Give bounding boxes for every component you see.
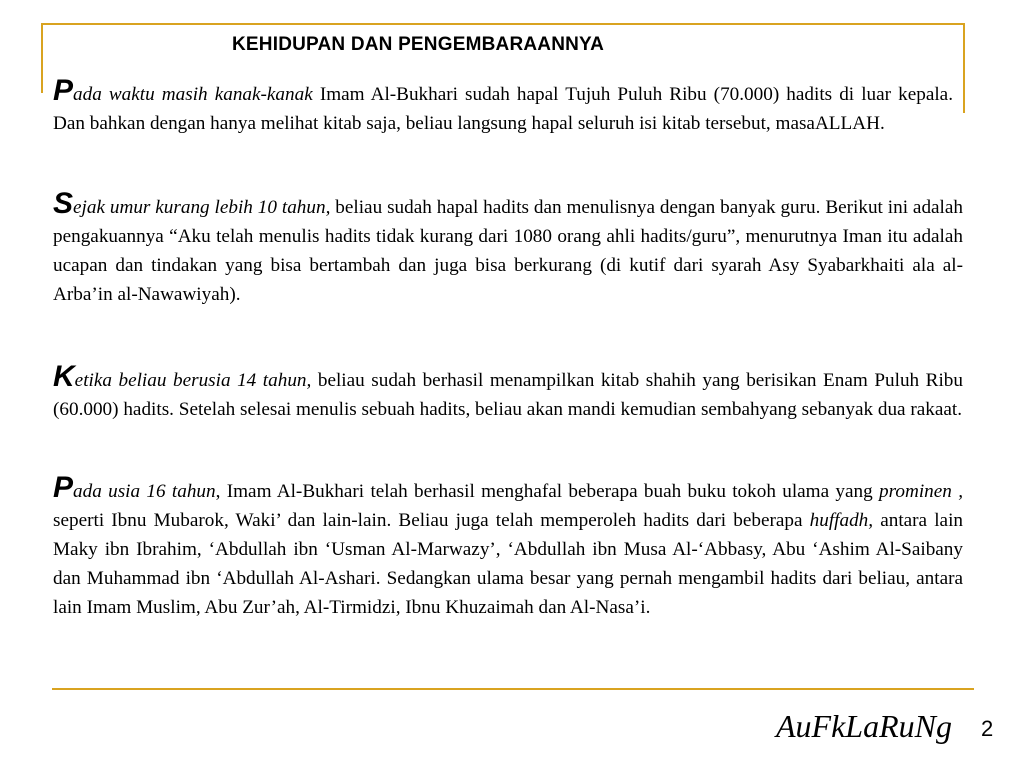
paragraph-4-italic-b: prominen ,	[879, 481, 963, 502]
paragraph-3-text: beliau sudah berhasil menampilkan kitab shahih yang berisikan Enam Puluh Ribu (60.000) hadits. Setelah selesai menulis sebuah hadits, beliau akan mandi kemudian sembahyang sebanyak dua rakaat.	[53, 370, 963, 420]
paragraph-3	[53, 360, 963, 424]
paragraph-3-lead: etika beliau berusia 14 tahun,	[74, 370, 312, 391]
paragraph-4	[53, 471, 963, 622]
paragraph-1	[53, 74, 953, 138]
dropcap-3: K	[53, 360, 75, 393]
page-number: 2	[981, 716, 994, 741]
paragraph-4-text-a: , Imam Al-Bukhari telah berhasil menghafal beberapa buah buku tokoh ulama yang	[215, 481, 880, 502]
paragraph-4-text-b: seperti Ibnu Mubarok, Waki’ dan lain-lain. Beliau juga telah memperoleh hadits dari beberapa	[53, 510, 810, 531]
footer-brand: AuFkLaRuNg	[776, 708, 952, 744]
paragraph-1-text: Imam Al-Bukhari sudah hapal Tujuh Puluh Ribu (70.000) hadits di luar kepala. Dan bahkan dengan hanya melihat kitab saja, beliau langsung hapal seluruh isi kitab tersebut, masaALLAH.	[53, 84, 953, 134]
paragraph-1-lead: ada waktu masih kanak-kanak	[73, 84, 313, 105]
dropcap-2: S	[53, 187, 74, 220]
paragraph-4-lead: ada usia 16 tahun	[73, 481, 216, 502]
dropcap-1: P	[53, 74, 74, 107]
bottom-rule	[52, 688, 974, 690]
slide-title: KEHIDUPAN DAN PENGEMBARAANNYA	[232, 34, 605, 55]
paragraph-2	[53, 187, 963, 309]
paragraph-2-lead: ejak umur kurang lebih 10 tahun,	[73, 197, 331, 218]
paragraph-4-text-c: antara lain Maky ibn Ibrahim, ‘Abdullah ibn ‘Usman Al-Marwazy’, ‘Abdullah ibn Musa Al-‘Abbasy, Abu ‘Ashim Al-Saibany dan Muhammad ibn ‘Abdullah Al-Ashari. Sedangkan ulama besar yang pernah mengambil hadits dari beliau, antara lain Imam Muslim, Abu Zur’ah, Al-Tirmidzi, Ibnu Khuzaimah dan Al-Nasa’i.	[53, 510, 963, 618]
left-rule	[41, 23, 43, 93]
right-rule	[963, 23, 965, 113]
paragraph-4-italic-c: huffadh,	[809, 510, 874, 531]
paragraph-2-text: beliau sudah hapal hadits dan menulisnya dengan banyak guru. Berikut ini adalah pengakuannya “Aku telah menulis hadits tidak kurang dari 1080 orang ahli hadits/guru”, menurutnya Iman itu adalah ucapan dan tindakan yang bisa bertambah dan juga bisa berkurang (di kutif dari syarah Asy Syabarkhaiti ala al-Arba’in al-Nawawiyah).	[53, 197, 963, 305]
top-rule	[41, 23, 965, 25]
dropcap-4: P	[53, 471, 74, 504]
